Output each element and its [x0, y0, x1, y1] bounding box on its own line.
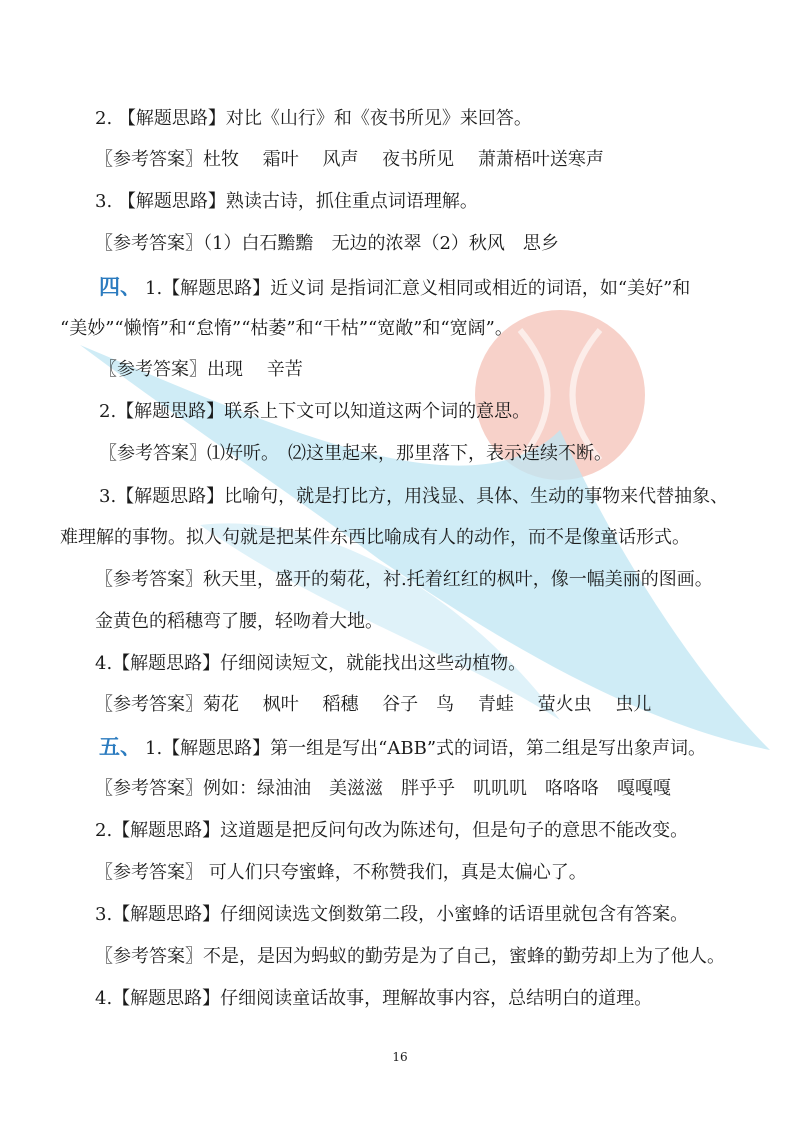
- text-line-4: 〖参考答案〗（1）白石黵黵 无边的浓翠（2）秋风 思乡: [95, 233, 559, 254]
- section-four-heading: 四、: [99, 274, 141, 299]
- text-line-9: 〖参考答案〗⑴好听。 ⑵这里起来，那里落下，表示连续不断。: [99, 443, 612, 464]
- text-line-19: 〖参考答案〗 可人们只夸蜜蜂，不称赞我们，真是太偏心了。: [95, 862, 587, 883]
- text-line-17: 〖参考答案〗例如：绿油油 美滋滋 胖乎乎 叽叽叽 咯咯咯 嘎嘎嘎: [95, 778, 671, 799]
- page-number: 16: [392, 1050, 408, 1064]
- text-line-7: 〖参考答案〗出现 辛苦: [99, 359, 303, 380]
- text-line-22: 4.【解题思路】仔细阅读童话故事，理解故事内容，总结明白的道理。: [95, 988, 653, 1009]
- text-line-11: 难理解的事物。拟人句就是把某件东西比喻成有人的动作，而不是像童话形式。: [60, 527, 690, 548]
- text-line-8: 2.【解题思路】联系上下文可以知道这两个词的意思。: [99, 401, 531, 422]
- text-line-2: 〖参考答案〗杜牧 霜叶 风声 夜书所见 萧萧梧叶送寒声: [95, 149, 604, 170]
- text-line-16: 1.【解题思路】第一组是写出“ABB”式的词语，第二组是写出象声词。: [145, 738, 707, 759]
- text-line-6: “美妙”“懒惰”和“怠惰”“枯萎”和“干枯”“宽敞”和“宽阔”。: [60, 318, 513, 339]
- text-line-1: 2. 【解题思路】对比《山行》和《夜书所见》来回答。: [95, 108, 532, 129]
- text-line-12: 〖参考答案〗秋天里，盛开的菊花，衬.托着红红的枫叶，像一幅美丽的图画。: [95, 569, 713, 590]
- text-line-3: 3. 【解题思路】熟读古诗，抓住重点词语理解。: [95, 191, 478, 212]
- text-line-21: 〖参考答案〗不是，是因为蚂蚁的勤劳是为了自己，蜜蜂的勤劳却上为了他人。: [95, 946, 725, 967]
- section-five-heading: 五、: [99, 734, 141, 759]
- text-line-20: 3.【解题思路】仔细阅读选文倒数第二段，小蜜蜂的话语里就包含有答案。: [95, 904, 689, 925]
- text-line-5: 1.【解题思路】近义词 是指词汇意义相同或相近的词语，如“美好”和: [145, 278, 691, 299]
- text-line-10: 3.【解题思路】比喻句，就是打比方，用浅显、具体、生动的事物来代替抽象、: [99, 486, 729, 507]
- text-line-18: 2.【解题思路】这道题是把反问句改为陈述句，但是句子的意思不能改变。: [95, 820, 689, 841]
- text-line-13: 金黄色的稻穗弯了腰，轻吻着大地。: [95, 611, 383, 632]
- section-four-line: [99, 274, 690, 302]
- text-line-15: 〖参考答案〗菊花 枫叶 稻穗 谷子 鸟 青蛙 萤火虫 虫儿: [95, 694, 652, 715]
- section-five-line: [99, 734, 706, 762]
- text-line-14: 4.【解题思路】仔细阅读短文，就能找出这些动植物。: [95, 653, 527, 674]
